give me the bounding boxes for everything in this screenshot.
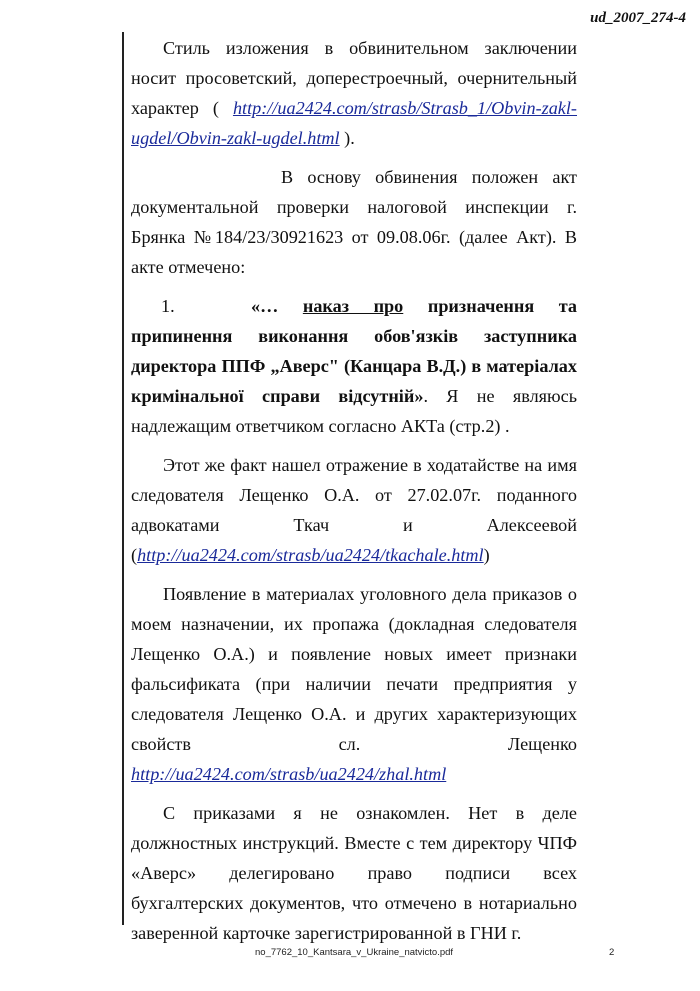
quote-underlined: наказ про: [302, 296, 404, 316]
document-id: ud_2007_274-4: [590, 10, 686, 26]
paragraph-act: [131, 162, 577, 282]
footer-filename: no_7762_10_Kantsara_v_Ukraine_natvicto.pdf: [255, 947, 454, 958]
paragraph-text: Этот же факт нашел отражение в ходатайстве на имя следователя Лещенко О.А. от 27.02.07г. поданного адвокатами Ткач и Алексеевой: [131, 455, 577, 535]
list-number: 1.: [161, 296, 175, 316]
paragraph-text: ): [483, 545, 490, 565]
paragraph-style: [131, 33, 577, 153]
tkachale-link[interactable]: http://ua2424.com/strasb/ua2424/tkachale.html: [137, 545, 484, 565]
paragraph-text: В основу обвинения положен акт документальной проверки налоговой инспекции г. Брянка №184/23/30921623 от 09.08.06г. (далее Акт). В акте отмечено:: [131, 167, 577, 277]
paragraph-orders: [131, 579, 577, 789]
margin-rule: [122, 32, 124, 925]
paragraph-text: Стиль изложения в обвинительном заключении носит просоветский, доперестроечный, очернительный характер (: [131, 38, 577, 118]
paragraph-text: Появление в материалах уголовного дела приказов о моем назначении, их пропажа (докладная следователя Лещенко О.А.) и появление новых имеет признаки фальсификата (при наличии печати предприятия у следователя Лещенко О.А. и других характеризующих свойств сл. Лещенко: [131, 584, 577, 754]
document-body: [131, 33, 577, 957]
paragraph-text: С приказами я не ознакомлен. Нет в деле должностных инструкций. Вместе с тем директору ЧПФ «Аверс» делегировано право подписи всех бухгалтерских документов, что отмечено в нотариально заверенной карточке зарегистрированной в ГНИ г.: [131, 803, 577, 943]
paragraph-quote: [131, 291, 577, 441]
zhal-link[interactable]: http://ua2424.com/strasb/ua2424/zhal.html: [131, 764, 447, 784]
paragraph-instructions: [131, 798, 577, 948]
quote-bold: призначення та припинення виконання обов'язків заступника директора ППФ „Аверс" (Канцара В.Д.) в матеріалах кримінальної справи відсутній»: [131, 296, 578, 406]
obvin-zakl-link[interactable]: http://ua2424.com/strasb/Strasb_1/Obvin-zakl-ugdel/Obvin-zakl-ugdel.html: [131, 98, 577, 148]
quote-open: «…: [251, 296, 303, 316]
page-number: 2: [609, 947, 615, 958]
paragraph-text: (: [131, 545, 138, 565]
paragraph-petition: [131, 450, 577, 570]
paragraph-text: ).: [339, 128, 355, 148]
paragraph-text: . Я не являюсь надлежащим ответчиком согласно АКТа (стр.2) .: [131, 386, 577, 436]
